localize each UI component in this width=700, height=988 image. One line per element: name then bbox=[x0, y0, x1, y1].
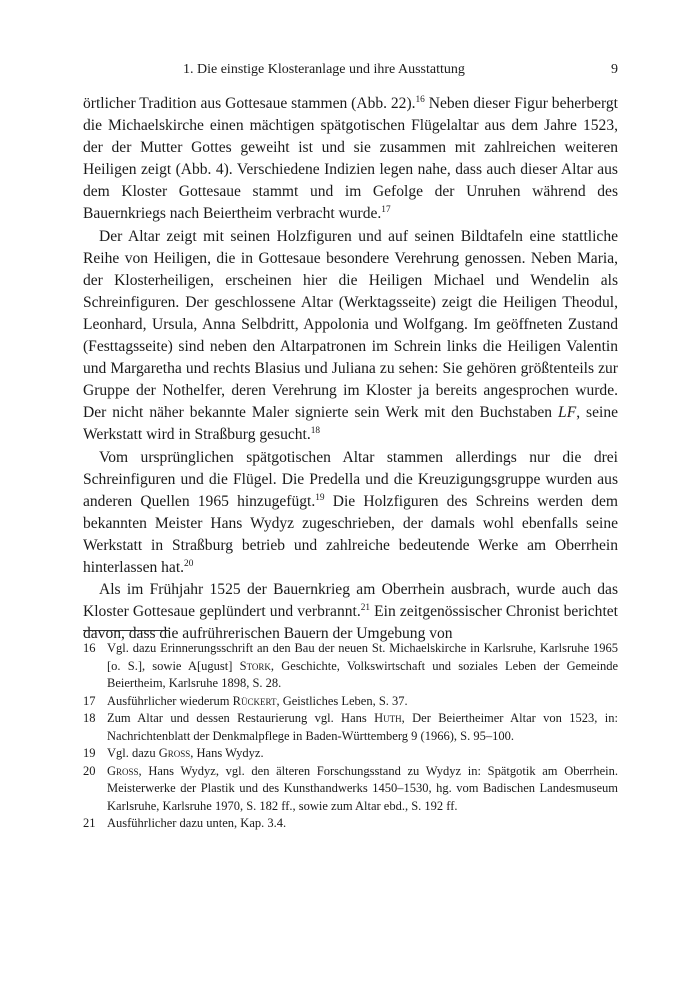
footnote-number: 16 bbox=[83, 641, 96, 655]
signature-letters: LF bbox=[558, 404, 577, 422]
footnote-ref-21[interactable]: 21 bbox=[360, 602, 371, 613]
footnote-19 bbox=[83, 745, 618, 763]
footnote-ref-18[interactable]: 18 bbox=[310, 426, 321, 437]
footnote-17 bbox=[83, 693, 618, 711]
footnote-ref-16[interactable]: 16 bbox=[415, 94, 425, 105]
footnote-ref-17[interactable]: 17 bbox=[381, 205, 391, 216]
footnote-text: Ausführlicher dazu unten, Kap. 3.4. bbox=[107, 816, 287, 830]
footnote-number: 18 bbox=[83, 711, 96, 725]
running-title: 1. Die einstige Klosteranlage und ihre Ausstattung bbox=[183, 62, 465, 77]
footnote-18 bbox=[83, 710, 618, 745]
page-number: 9 bbox=[611, 62, 618, 77]
footnote-number: 20 bbox=[83, 763, 96, 778]
footnote-text: Zum Altar und dessen Restaurierung vgl. Hans Huth, Der Beiertheimer Altar von 1523, in: Nachrichtenblatt der Denkmalpflege in Baden-Württemberg 9 (1966), S. 95–100. bbox=[107, 711, 618, 743]
body-text bbox=[83, 93, 618, 645]
footnote-text: Ausführlicher wiederum Rückert, Geistliches Leben, S. 37. bbox=[107, 693, 408, 708]
footnote-number: 21 bbox=[83, 816, 96, 830]
footnote-number: 19 bbox=[83, 746, 96, 760]
footnote-21 bbox=[83, 815, 618, 833]
running-head bbox=[83, 62, 618, 82]
footnotes bbox=[83, 640, 618, 833]
footnote-ref-19[interactable]: 19 bbox=[315, 492, 325, 503]
footnote-text: Vgl. dazu Gross, Hans Wydyz. bbox=[107, 746, 264, 760]
paragraph-1: örtlicher Tradition aus Gottesaue stammen (Abb. 22).$^{16}$ Neben dieser Figur beherbergt die Michaelskirche einen mächtigen spätgotischen Flügelaltar aus dem Jahre 1523, der der Mutter Gottes geweiht ist und sie zusammen mit zahlreichen weiteren Heiligen zeigt (Abb. 4). Verschiedene Indizien legen nahe, dass auch dieser Altar aus dem Kloster Gottesaue stammt und im Gefolge der Unruhen während des Bauernkriegs nach Beiertheim verbracht wurde.$^{17}$ bbox=[83, 94, 618, 223]
footnote-16 bbox=[83, 640, 618, 693]
footnote-20 bbox=[83, 763, 618, 816]
paragraph-4: Als im Frühjahr 1525 der Bauernkrieg am Oberrhein ausbrach, wurde auch das Kloster Gottesaue geplündert und verbrannt.$^{21}$ Ein zeitgenössischer Chronist berichtet davon, dass die aufrührerischen Bauern der Umgebung von bbox=[83, 581, 618, 643]
footnote-ref-20[interactable]: 20 bbox=[184, 558, 194, 569]
paragraph-2: Der Altar zeigt mit seinen Holzfiguren und auf seinen Bildtafeln eine stattliche Reihe von Heiligen, die in Gottesaue besondere Verehrung genossen. Neben Maria, der Klosterheiligen, erscheinen hier die Heiligen Michael und Wendelin als Schreinfiguren. Der geschlossene Altar (Werktagsseite) zeigt die Heiligen Theodul, Leonhard, Ursula, Anna Selbdritt, Appolonia und Wolfgang. Im geöffneten Zustand (Festtagsseite) sind neben den Altarpatronen im Schrein links die Heiligen Valentin und Margaretha und rechts Blasius und Juliana zu sehen: Sie gehören größtenteils zur Gruppe der Nothelfer, deren Verehrung im Kloster ja bereits angesprochen wurde. Der nicht näher bekannte Maler signierte sein Werk mit den Buchstaben LF, seine Werkstatt wird in Straßburg gesucht.$^{18}$ bbox=[83, 227, 618, 444]
footnote-text: Gross, Hans Wydyz, vgl. den älteren Forschungsstand zu Wydyz in: Spätgotik am Oberrhein. Meisterwerke der Plastik und des Kunsthandwerks 1450–1530, hg. vom Badischen Landesmuseum Karlsruhe, Karlsruhe 1970, S. 182 ff., sowie zum Altar ebd., S. 192 ff. bbox=[107, 763, 618, 813]
footnote-number: 17 bbox=[83, 693, 96, 708]
footnote-text: Vgl. dazu Erinnerungsschrift an den Bau der neuen St. Michaelskirche in Karlsruhe, Karlsruhe 1965 [o. S.], sowie A[ugust] Stork, Geschichte, Volkswirtschaft und soziales Leben der Gemeinde Beiertheim, Karlsruhe 1898, S. 28. bbox=[107, 641, 618, 690]
book-page bbox=[83, 0, 618, 988]
footnote-separator bbox=[83, 630, 169, 631]
paragraph-3: Vom ursprünglichen spätgotischen Altar stammen allerdings nur die drei Schreinfiguren und die Flügel. Die Predella und die Kreuzigungsgruppe wurden aus anderen Quellen 1965 hinzugefügt.$^{19}$ Die Holzfiguren des Schreins werden dem bekannten Meister Hans Wydyz zugeschrieben, der damals wohl ebenfalls seine Werkstatt in Straßburg betrieb und zahlreiche bedeutende Werke am Oberrhein hinterlassen hat.$^{20}$ bbox=[83, 448, 619, 576]
